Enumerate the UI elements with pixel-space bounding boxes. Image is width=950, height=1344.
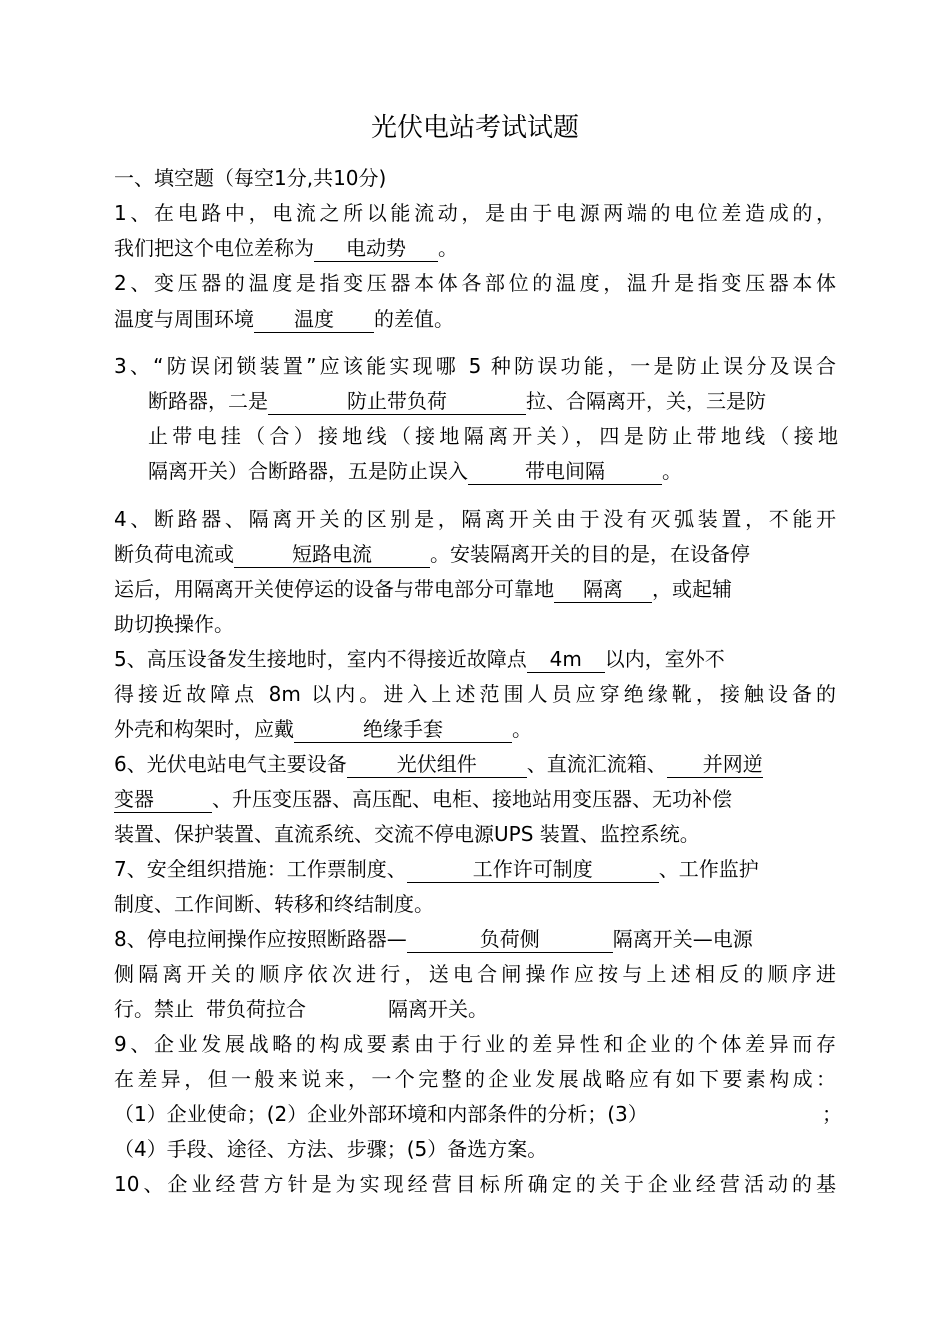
q1-blank-1: 电动势 <box>314 234 438 262</box>
q3-line-1: 3、“防误闭锁装置”应该能实现哪 5 种防误功能，一是防止误分及误合 <box>114 354 836 378</box>
section-heading: 一、填空题（每空1分,共10分) <box>114 166 387 190</box>
q10-line-1: 10、企业经营方针是为实现经营目标所确定的关于企业经营活动的基 <box>114 1172 836 1196</box>
q8-line-3: 行。禁止 带负荷拉合 隔离开关。 <box>114 997 488 1021</box>
q5-line-2: 得接近故障点 8m 以内。进入上述范围人员应穿绝缘靴，接触设备的 <box>114 682 836 706</box>
q7-blank-1: 工作许可制度 <box>407 855 659 883</box>
page-title: 光伏电站考试试题 <box>370 113 579 143</box>
q4-line-4: 助切换操作。 <box>114 612 234 636</box>
q4-line-1: 4、断路器、隔离开关的区别是，隔离开关由于没有灭弧装置，不能开 <box>114 507 836 531</box>
q5-blank-2: 绝缘手套 <box>294 715 512 743</box>
q8-line-2: 侧隔离开关的顺序依次进行，送电合闸操作应按与上述相反的顺序进 <box>114 962 836 986</box>
q2-line-1: 2、变压器的温度是指变压器本体各部位的温度，温升是指变压器本体 <box>114 271 836 295</box>
q4-line-2: 断负荷电流或 短路电流 。安装隔离开关的目的是，在设备停 <box>114 542 750 566</box>
q4-blank-2: 隔离 <box>554 575 652 603</box>
q5-line-3: 外壳和构架时，应戴 绝缘手套 。 <box>114 717 532 741</box>
q5-line-1: 5、高压设备发生接地时，室内不得接近故障点 4m 以内，室外不 <box>114 647 725 671</box>
q9-line-4: （4）手段、途径、方法、步骤；(5）备选方案。 <box>114 1137 548 1161</box>
q6-blank-2: 并网逆 <box>667 750 763 778</box>
q1-line-2: 我们把这个电位差称为 电动势 。 <box>114 236 458 260</box>
q2-line-2: 温度与周围环境 温度 的差值。 <box>114 307 454 331</box>
q3-line-2: 断路器，二是 防止带负荷 拉、合隔离开，关，三是防 <box>148 389 766 413</box>
q6-line-1: 6、光伏电站电气主要设备 光伏组件 、直流汇流箱、 并网逆 <box>114 752 763 776</box>
q4-line-3: 运后，用隔离开关使停运的设备与带电部分可靠地 隔离 ，或起辅 <box>114 577 732 601</box>
q4-blank-1: 短路电流 <box>234 540 430 568</box>
q2-blank-1: 温度 <box>254 305 374 333</box>
q8-line-1: 8、停电拉闸操作应按照断路器— 负荷侧 隔离开关—电源 <box>114 927 753 951</box>
q7-line-1: 7、安全组织措施：工作票制度、 工作许可制度 、工作监护 <box>114 857 759 881</box>
q9-line-3: （1）企业使命；(2）企业外部环境和内部条件的分析；(3） ； <box>114 1102 842 1126</box>
q9-line-1: 9、企业发展战略的构成要素由于行业的差异性和企业的个体差异而存 <box>114 1032 836 1056</box>
q3-line-3: 止带电挂（合）接地线（接地隔离开关），四是防止带地线（接地 <box>148 424 838 448</box>
q3-line-4: 隔离开关）合断路器，五是防止误入 带电间隔 。 <box>148 459 682 483</box>
q6-blank-2-cont: 变器 <box>114 785 212 813</box>
q3-blank-1: 防止带负荷 <box>268 387 526 415</box>
q8-blank-2: 带负荷拉合 <box>206 997 306 1021</box>
q7-line-2: 制度、工作间断、转移和终结制度。 <box>114 892 434 916</box>
q6-line-2: 变器 、升压变压器、高压配、电柜、接地站用变压器、无功补偿 <box>114 787 732 811</box>
q3-blank-2: 带电间隔 <box>468 457 662 485</box>
q6-line-3: 装置、保护装置、直流系统、交流不停电源UPS 装置、监控系统。 <box>114 822 700 846</box>
q5-blank-1: 4m <box>527 645 605 673</box>
q6-blank-1: 光伏组件 <box>347 750 527 778</box>
q1-line-1: 1、在电路中，电流之所以能流动，是由于电源两端的电位差造成的， <box>114 201 836 225</box>
q8-blank-1: 负荷侧 <box>407 925 613 953</box>
q9-line-2: 在差异，但一般来说来，一个完整的企业发展战略应有如下要素构成： <box>114 1067 836 1091</box>
